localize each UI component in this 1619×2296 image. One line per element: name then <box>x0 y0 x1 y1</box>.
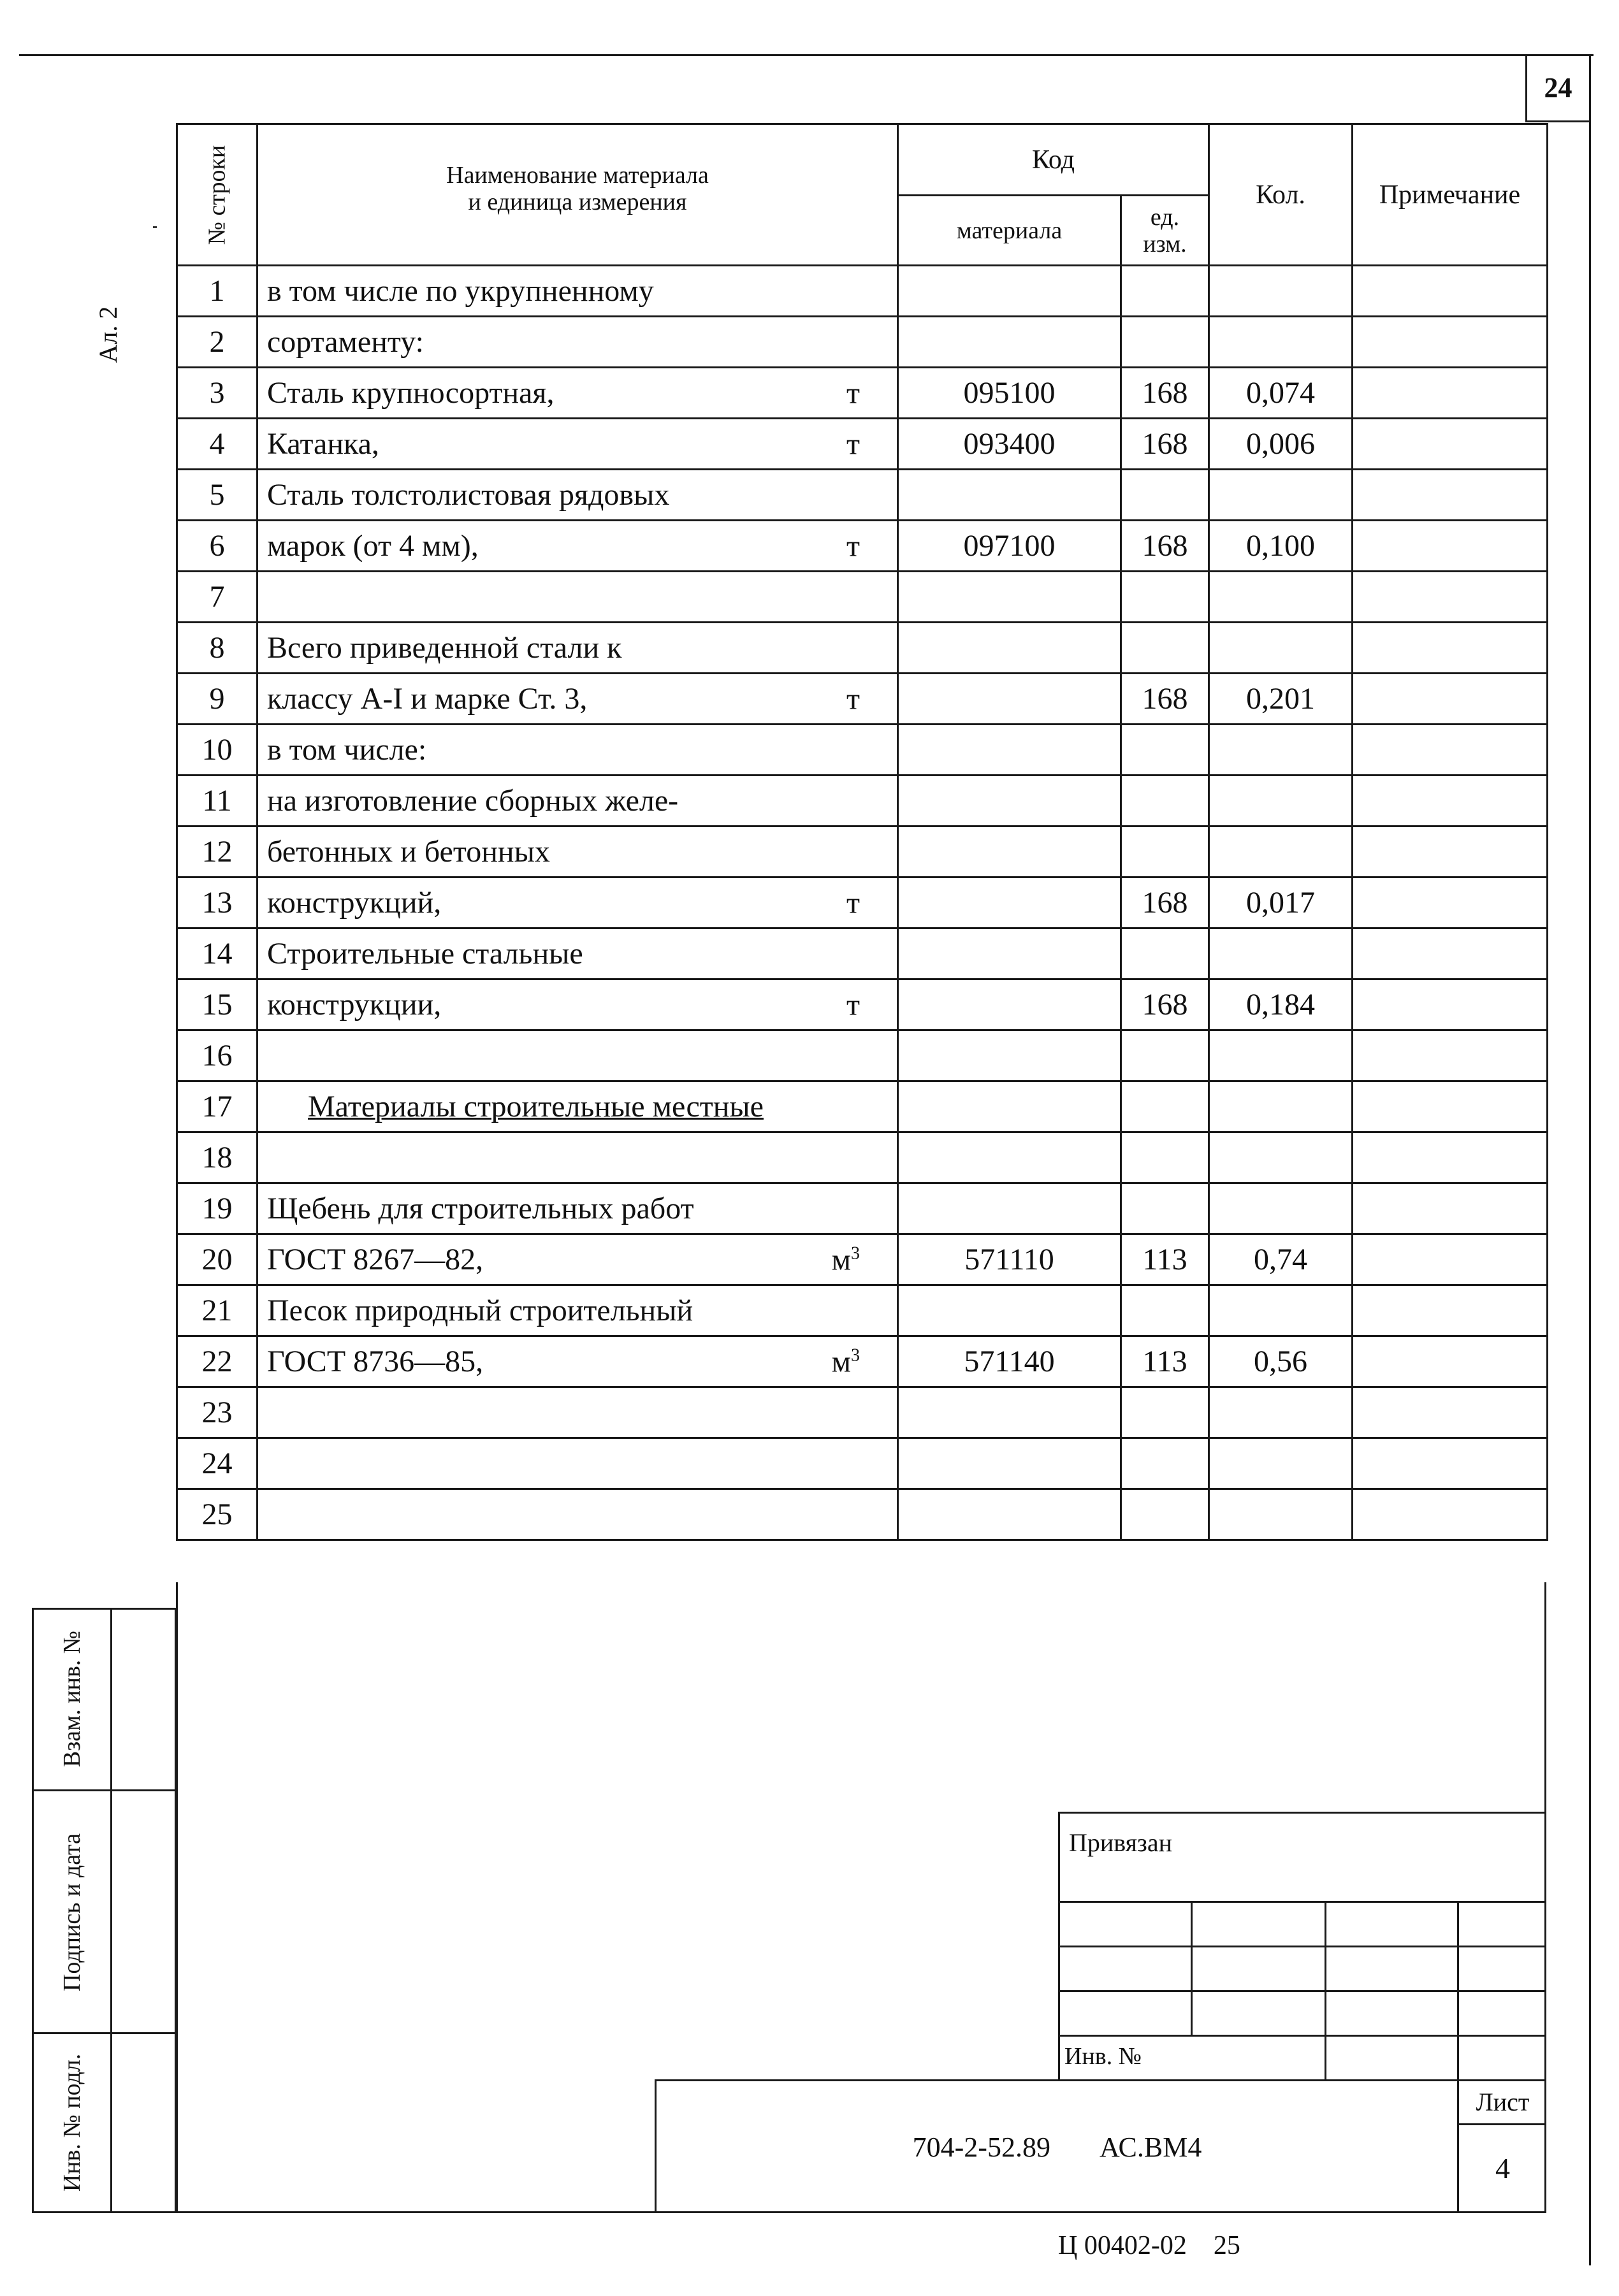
note <box>1353 317 1548 368</box>
material-code <box>898 470 1121 521</box>
unit-code: 168 <box>1121 521 1209 572</box>
note <box>1353 521 1548 572</box>
material-code <box>898 623 1121 674</box>
row-number: 13 <box>177 877 258 928</box>
material-name-cell <box>258 1387 898 1438</box>
table-row <box>177 1132 1548 1183</box>
quantity <box>1209 928 1353 979</box>
note <box>1353 266 1548 317</box>
table-row <box>177 470 1548 521</box>
material-name: ГОСТ 8736—85, <box>267 1345 484 1378</box>
note <box>1353 1183 1548 1234</box>
table-row <box>177 1387 1548 1438</box>
note <box>1353 776 1548 827</box>
quantity: 0,074 <box>1209 368 1353 419</box>
material-code <box>898 979 1121 1030</box>
privyazan-grid <box>1058 1901 1546 2079</box>
row-number: 9 <box>177 674 258 725</box>
quantity <box>1209 776 1353 827</box>
note <box>1353 674 1548 725</box>
unit-label <box>846 375 860 410</box>
material-code <box>898 317 1121 368</box>
material-name-cell <box>258 368 898 419</box>
side-stamp <box>32 1608 177 2213</box>
material-name-cell <box>258 674 898 725</box>
material-name: в том числе по укрупненному <box>267 274 654 308</box>
quantity <box>1209 317 1353 368</box>
designation-text: 704-2-52.89 АС.ВМ4 <box>912 2132 1202 2163</box>
material-name-cell <box>258 776 898 827</box>
note <box>1353 928 1548 979</box>
material-code <box>898 1489 1121 1540</box>
unit-label <box>846 885 860 920</box>
unit-code: 168 <box>1121 368 1209 419</box>
material-name-cell <box>258 827 898 877</box>
note <box>1353 470 1548 521</box>
designation-box <box>655 2079 1458 2213</box>
quantity <box>1209 725 1353 776</box>
material-name: Щебень для строительных работ <box>267 1192 694 1225</box>
material-name-cell <box>258 1438 898 1489</box>
unit-code <box>1121 1387 1209 1438</box>
table-row <box>177 1081 1548 1132</box>
quantity <box>1209 1030 1353 1081</box>
unit-code <box>1121 1285 1209 1336</box>
header-note: Примечание <box>1353 124 1548 266</box>
quantity <box>1209 1132 1353 1183</box>
material-name-cell <box>258 1183 898 1234</box>
material-code <box>898 1387 1121 1438</box>
material-code <box>898 1438 1121 1489</box>
note <box>1353 1489 1548 1540</box>
unit-label <box>846 987 860 1022</box>
unit-text: м <box>831 1345 851 1378</box>
table-row <box>177 1489 1548 1540</box>
sheet-number-box <box>1525 54 1589 122</box>
material-code <box>898 572 1121 623</box>
material-name: Песок природный строительный <box>267 1294 693 1327</box>
quantity <box>1209 1183 1353 1234</box>
row-number: 16 <box>177 1030 258 1081</box>
unit-text: м <box>831 1243 851 1276</box>
header-row-number: № строки <box>177 124 258 266</box>
material-name: бетонных и бетонных <box>267 835 550 869</box>
material-code <box>898 1081 1121 1132</box>
footer-code: Ц 00402-02 25 <box>1058 2231 1240 2260</box>
note <box>1353 1336 1548 1387</box>
quantity <box>1209 470 1353 521</box>
row-number: 5 <box>177 470 258 521</box>
unit-label <box>832 1242 860 1277</box>
row-number: 10 <box>177 725 258 776</box>
quantity <box>1209 266 1353 317</box>
unit-code <box>1121 572 1209 623</box>
material-name-cell <box>258 317 898 368</box>
unit-code <box>1121 317 1209 368</box>
material-name: в том числе: <box>267 733 427 767</box>
quantity: 0,56 <box>1209 1336 1353 1387</box>
material-name-cell <box>258 1030 898 1081</box>
note <box>1353 1387 1548 1438</box>
table-row <box>177 317 1548 368</box>
material-code <box>898 1183 1121 1234</box>
vzam-inv-label: Взам. инв. № <box>59 1630 85 1768</box>
inv-podl-label: Инв. № подл. <box>59 2053 85 2192</box>
unit-text: т <box>846 988 860 1022</box>
margin-tick <box>153 226 157 228</box>
quantity <box>1209 1081 1353 1132</box>
unit-code <box>1121 1438 1209 1489</box>
table-row <box>177 1030 1548 1081</box>
material-name: Катанка, <box>267 427 379 461</box>
unit-code <box>1121 470 1209 521</box>
unit-code <box>1121 1183 1209 1234</box>
material-code: 095100 <box>898 368 1121 419</box>
table-row <box>177 1438 1548 1489</box>
row-number: 25 <box>177 1489 258 1540</box>
note <box>1353 725 1548 776</box>
row-number: 17 <box>177 1081 258 1132</box>
material-code: 571110 <box>898 1234 1121 1285</box>
unit-code <box>1121 725 1209 776</box>
material-name: на изготовление сборных желе- <box>267 784 679 818</box>
row-number: 12 <box>177 827 258 877</box>
material-code: 571140 <box>898 1336 1121 1387</box>
material-name: конструкций, <box>267 886 442 920</box>
note <box>1353 979 1548 1030</box>
quantity <box>1209 1387 1353 1438</box>
material-code <box>898 1285 1121 1336</box>
row-number: 19 <box>177 1183 258 1234</box>
header-material-name: Наименование материала и единица измерения <box>258 124 898 266</box>
material-name: классу А-I и марке Ст. 3, <box>267 682 588 716</box>
material-name-cell <box>258 266 898 317</box>
unit-code: 113 <box>1121 1234 1209 1285</box>
row-number: 22 <box>177 1336 258 1387</box>
privyazan-label: Привязан <box>1069 1828 1173 1857</box>
quantity <box>1209 1285 1353 1336</box>
material-code: 093400 <box>898 419 1121 470</box>
unit-text: т <box>846 886 860 920</box>
material-name-cell <box>258 572 898 623</box>
unit-text: т <box>846 376 860 410</box>
quantity <box>1209 1438 1353 1489</box>
material-name-cell <box>258 877 898 928</box>
row-number: 20 <box>177 1234 258 1285</box>
unit-text: т <box>846 682 860 716</box>
material-name-cell <box>258 623 898 674</box>
unit-label <box>846 426 860 461</box>
quantity <box>1209 1489 1353 1540</box>
table-row <box>177 1336 1548 1387</box>
header-code-unit: ед. изм. <box>1121 196 1209 266</box>
row-number: 6 <box>177 521 258 572</box>
material-name-cell <box>258 1489 898 1540</box>
material-name: Строительные стальные <box>267 937 583 971</box>
table-row <box>177 1285 1548 1336</box>
header-code: Код <box>898 124 1209 196</box>
row-number: 21 <box>177 1285 258 1336</box>
unit-label <box>846 528 860 563</box>
quantity <box>1209 623 1353 674</box>
material-name-cell <box>258 928 898 979</box>
material-code <box>898 674 1121 725</box>
material-code <box>898 1132 1121 1183</box>
material-code: 097100 <box>898 521 1121 572</box>
unit-code <box>1121 266 1209 317</box>
row-number: 11 <box>177 776 258 827</box>
note <box>1353 1285 1548 1336</box>
quantity <box>1209 572 1353 623</box>
material-name: Сталь толстолистовая рядовых <box>267 478 670 512</box>
note <box>1353 623 1548 674</box>
unit-code <box>1121 1489 1209 1540</box>
unit-code <box>1121 1030 1209 1081</box>
quantity: 0,100 <box>1209 521 1353 572</box>
material-code <box>898 266 1121 317</box>
table-row <box>177 928 1548 979</box>
material-code <box>898 725 1121 776</box>
quantity: 0,74 <box>1209 1234 1353 1285</box>
table-row <box>177 1183 1548 1234</box>
material-name: Всего приведенной стали к <box>267 631 622 665</box>
note <box>1353 1132 1548 1183</box>
material-name: ГОСТ 8267—82, <box>267 1243 484 1276</box>
sheet-number: 24 <box>1544 71 1572 103</box>
material-code <box>898 877 1121 928</box>
table-row <box>177 1234 1548 1285</box>
table-row <box>177 674 1548 725</box>
list-value: 4 <box>1495 2152 1510 2184</box>
unit-code <box>1121 928 1209 979</box>
material-name: сортаменту: <box>267 325 424 359</box>
unit-code <box>1121 623 1209 674</box>
table-row <box>177 725 1548 776</box>
header-quantity: Кол. <box>1209 124 1353 266</box>
unit-text: т <box>846 529 860 563</box>
header-code-material: материала <box>898 196 1121 266</box>
material-code <box>898 776 1121 827</box>
table-row <box>177 266 1548 317</box>
material-name-cell <box>258 1336 898 1387</box>
table-row <box>177 368 1548 419</box>
note <box>1353 419 1548 470</box>
row-number: 18 <box>177 1132 258 1183</box>
unit-code <box>1121 1132 1209 1183</box>
table-frame-left <box>176 1582 178 2213</box>
material-name-cell <box>258 725 898 776</box>
material-name: Сталь крупносортная, <box>267 376 555 410</box>
unit-superscript: 3 <box>851 1243 860 1263</box>
material-code <box>898 928 1121 979</box>
unit-code <box>1121 827 1209 877</box>
material-name-cell <box>258 1234 898 1285</box>
note <box>1353 1081 1548 1132</box>
material-name-cell <box>258 1132 898 1183</box>
unit-label <box>846 681 860 716</box>
quantity: 0,017 <box>1209 877 1353 928</box>
row-number: 3 <box>177 368 258 419</box>
material-name-cell <box>258 1285 898 1336</box>
table-row <box>177 979 1548 1030</box>
unit-code: 168 <box>1121 877 1209 928</box>
quantity <box>1209 827 1353 877</box>
row-number: 7 <box>177 572 258 623</box>
table-row <box>177 521 1548 572</box>
row-number: 15 <box>177 979 258 1030</box>
row-number: 24 <box>177 1438 258 1489</box>
table-body <box>177 266 1548 1540</box>
unit-code: 168 <box>1121 979 1209 1030</box>
quantity: 0,184 <box>1209 979 1353 1030</box>
material-name-cell <box>258 979 898 1030</box>
unit-code <box>1121 776 1209 827</box>
materials-table <box>176 123 1548 1541</box>
note <box>1353 1234 1548 1285</box>
unit-superscript: 3 <box>851 1345 860 1365</box>
row-number: 8 <box>177 623 258 674</box>
material-name: марок (от 4 мм), <box>267 529 479 563</box>
row-number: 23 <box>177 1387 258 1438</box>
material-name-cell <box>258 1081 898 1132</box>
table-row <box>177 419 1548 470</box>
note <box>1353 1030 1548 1081</box>
top-border-line <box>19 54 1594 56</box>
album-label: Ал. 2 <box>94 306 122 363</box>
unit-code: 113 <box>1121 1336 1209 1387</box>
note <box>1353 877 1548 928</box>
material-name: Материалы строительные местные <box>308 1090 764 1123</box>
list-label: Лист <box>1459 2081 1546 2125</box>
material-name-cell <box>258 419 898 470</box>
unit-code <box>1121 1081 1209 1132</box>
table-row <box>177 776 1548 827</box>
note <box>1353 368 1548 419</box>
quantity: 0,006 <box>1209 419 1353 470</box>
table-row <box>177 623 1548 674</box>
row-number: 14 <box>177 928 258 979</box>
material-name: конструкции, <box>267 988 442 1022</box>
table-row <box>177 572 1548 623</box>
unit-text: т <box>846 427 860 461</box>
table-row <box>177 877 1548 928</box>
right-border-line <box>1589 54 1591 2265</box>
material-code <box>898 827 1121 877</box>
note <box>1353 1438 1548 1489</box>
quantity: 0,201 <box>1209 674 1353 725</box>
podpis-data-label: Подпись и дата <box>59 1833 85 1992</box>
inv-no-label: Инв. № <box>1064 2043 1142 2070</box>
row-number: 4 <box>177 419 258 470</box>
table-row <box>177 827 1548 877</box>
material-name-cell <box>258 470 898 521</box>
list-box <box>1457 2079 1546 2213</box>
unit-label <box>832 1344 860 1379</box>
material-code <box>898 1030 1121 1081</box>
privyazan-box <box>1058 1812 1546 1902</box>
note <box>1353 827 1548 877</box>
unit-code: 168 <box>1121 674 1209 725</box>
row-number: 1 <box>177 266 258 317</box>
note <box>1353 572 1548 623</box>
unit-code: 168 <box>1121 419 1209 470</box>
row-number: 2 <box>177 317 258 368</box>
material-name-cell <box>258 521 898 572</box>
